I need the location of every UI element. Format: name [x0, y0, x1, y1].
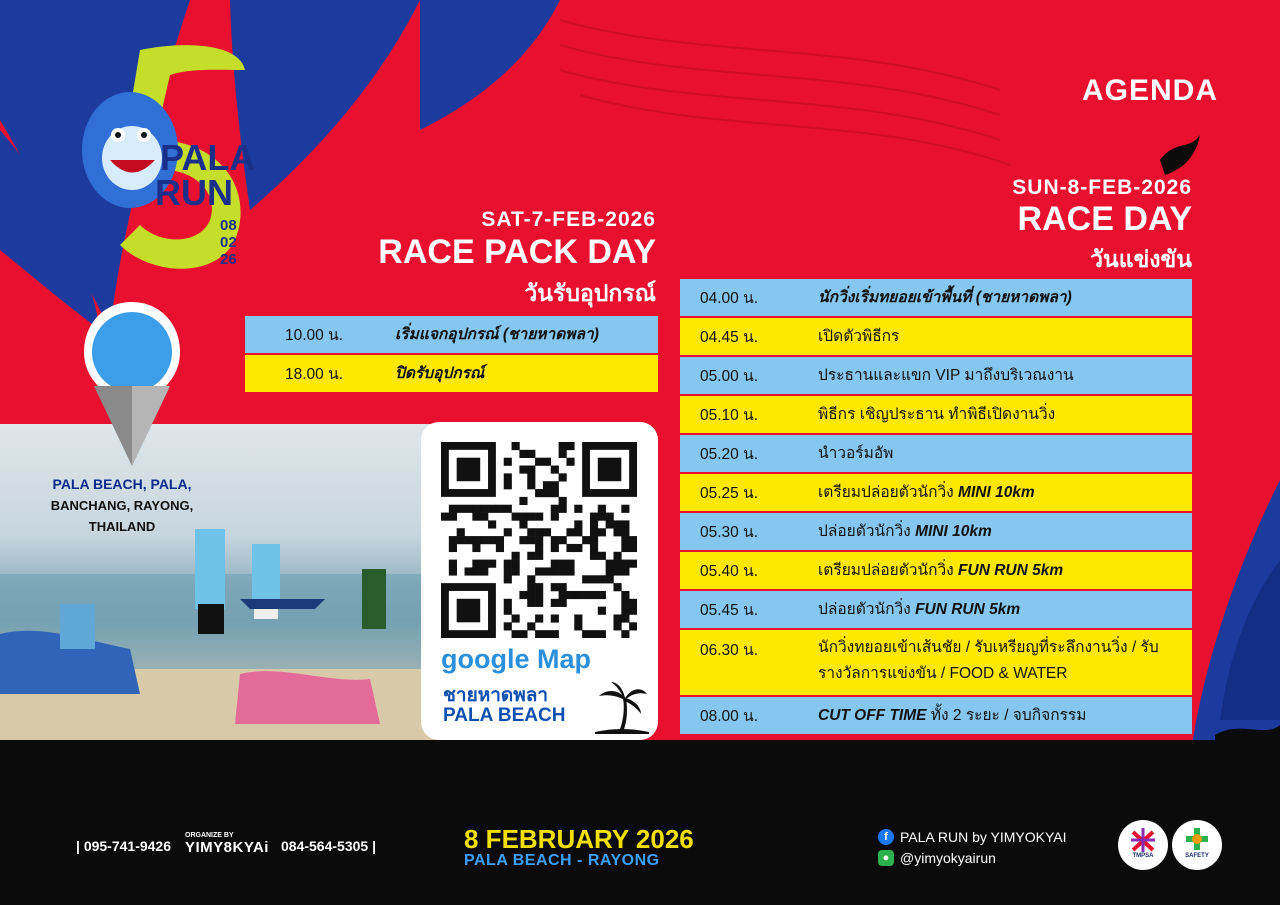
logo-date-2: 02 [220, 234, 237, 251]
day2-name: RACE DAY [1017, 200, 1192, 238]
line-link[interactable]: ● @yimyokyairun [878, 850, 996, 866]
facebook-link[interactable]: f PALA RUN by YIMYOKYAI [878, 829, 1067, 845]
pala-run-logo [60, 40, 260, 270]
schedule-time: 18.00 น. [285, 366, 343, 383]
day1-thai: วันรับอุปกรณ์ [524, 280, 656, 306]
schedule-row [680, 357, 1192, 394]
line-icon: ● [878, 850, 894, 866]
schedule-row [245, 316, 658, 353]
race-pack-schedule [245, 316, 658, 393]
schedule-row [680, 697, 1192, 734]
map-english-label: PALA BEACH [443, 705, 566, 726]
schedule-desc: เตรียมปล่อยตัวนักวิ่ง FUN RUN 5km [818, 561, 1064, 579]
location-text [22, 474, 222, 537]
schedule-time: 05.10 น. [700, 407, 758, 424]
footer-event-place: PALA BEACH - RAYONG [464, 852, 660, 869]
schedule-time: 10.00 น. [285, 327, 343, 344]
palm-tree-icon [595, 680, 649, 734]
safety-badge [1172, 820, 1222, 870]
location-line2: BANCHANG, RAYONG, [50, 498, 194, 513]
facebook-icon: f [878, 829, 894, 845]
safety-label: SAFETY [1185, 853, 1209, 859]
logo-date-3: 26 [220, 251, 237, 268]
organizer-name: YIMY8KYAi [185, 839, 269, 856]
schedule-time: 05.40 น. [700, 563, 758, 580]
schedule-desc [818, 285, 1192, 311]
map-thai-label: ชายหาดพลา [443, 685, 549, 706]
schedule-emphasis: MINI 10km [915, 522, 992, 540]
day1-name: RACE PACK DAY [378, 233, 656, 271]
schedule-emphasis: นักวิ่งเริ่มทยอยเข้าพื้นที่ (ชายหาดพลา) [818, 288, 1072, 306]
tmpsa-logo-icon [1118, 820, 1168, 870]
schedule-row [680, 591, 1192, 628]
schedule-emphasis: CUT OFF TIME [818, 706, 927, 724]
schedule-row [680, 630, 1192, 695]
race-day-schedule [680, 279, 1192, 740]
logo-run: RUN [155, 172, 233, 213]
beach-photo [0, 424, 438, 740]
schedule-row [680, 396, 1192, 433]
schedule-time: 04.45 น. [700, 329, 758, 346]
logo-date-1: 08 [220, 217, 237, 234]
schedule-emphasis: MINI 10km [958, 483, 1035, 501]
safety-logo-icon [1172, 820, 1222, 870]
google-map-label: google Map [441, 644, 591, 674]
schedule-row [680, 474, 1192, 511]
day1-date: SAT-7-FEB-2026 [481, 208, 656, 231]
qr-code[interactable] [441, 442, 637, 638]
map-qr-card[interactable] [421, 422, 658, 740]
schedule-row [680, 279, 1192, 316]
schedule-row [680, 435, 1192, 472]
schedule-desc: ปล่อยตัวนักวิ่ง FUN RUN 5km [818, 600, 1021, 618]
footer-phone-2[interactable]: 084-564-5305 | [281, 838, 376, 854]
schedule-time: 05.00 น. [700, 368, 758, 385]
location-line1: PALA BEACH, PALA, [52, 476, 192, 492]
schedule-time: 04.00 น. [700, 290, 758, 307]
schedule-desc: ประธานและแขก VIP มาถึงบริเวณงาน [818, 366, 1074, 384]
schedule-desc: ปิดรับอุปกรณ์ [395, 364, 485, 382]
schedule-time: 05.20 น. [700, 446, 758, 463]
schedule-desc: เริ่มแจกอุปกรณ์ (ชายหาดพลา) [395, 325, 599, 343]
schedule-row [245, 355, 658, 392]
footer-event-date: 8 FEBRUARY 2026 [464, 824, 694, 854]
tmpsa-badge [1118, 820, 1168, 870]
schedule-time: 05.30 น. [700, 524, 758, 541]
organizer-label: ORGANIZE BY [185, 832, 234, 839]
schedule-time: 05.45 น. [700, 602, 758, 619]
tmpsa-label: TMPSA [1132, 853, 1154, 859]
day2-date: SUN-8-FEB-2026 [1012, 176, 1192, 199]
schedule-desc: เตรียมปล่อยตัวนักวิ่ง MINI 10km [818, 483, 1035, 501]
schedule-row [680, 552, 1192, 589]
schedule-desc: เปิดตัวพิธีกร [818, 327, 900, 345]
schedule-desc: นักวิ่งทยอยเข้าเส้นชัย / รับเหรียญที่ระลึกงานวิ่ง / รับรางวัลการแข่งขัน / FOOD & WATER [818, 639, 1159, 682]
schedule-row [680, 318, 1192, 355]
footer-phone-1[interactable]: | 095-741-9426 [76, 838, 171, 854]
schedule-emphasis: FUN RUN 5km [915, 600, 1021, 618]
location-line3: THAILAND [88, 519, 156, 534]
schedule-desc: นำวอร์มอัพ [818, 444, 894, 462]
agenda-title: AGENDA [1081, 74, 1218, 107]
schedule-time: 06.30 น. [700, 642, 758, 659]
schedule-row [680, 513, 1192, 550]
day2-thai: วันแข่งขัน [1090, 246, 1192, 272]
schedule-desc: ปล่อยตัวนักวิ่ง MINI 10km [818, 522, 992, 540]
schedule-desc: พิธีกร เชิญประธาน ทำพิธีเปิดงานวิ่ง [818, 405, 1056, 423]
schedule-time: 05.25 น. [700, 485, 758, 502]
location-pin-icon [80, 298, 184, 468]
logo-pala: PALA [160, 137, 256, 178]
schedule-desc: CUT OFF TIME ทั้ง 2 ระยะ / จบกิจกรรม [818, 706, 1087, 724]
schedule-time: 08.00 น. [700, 708, 758, 725]
schedule-emphasis: FUN RUN 5km [958, 561, 1064, 579]
